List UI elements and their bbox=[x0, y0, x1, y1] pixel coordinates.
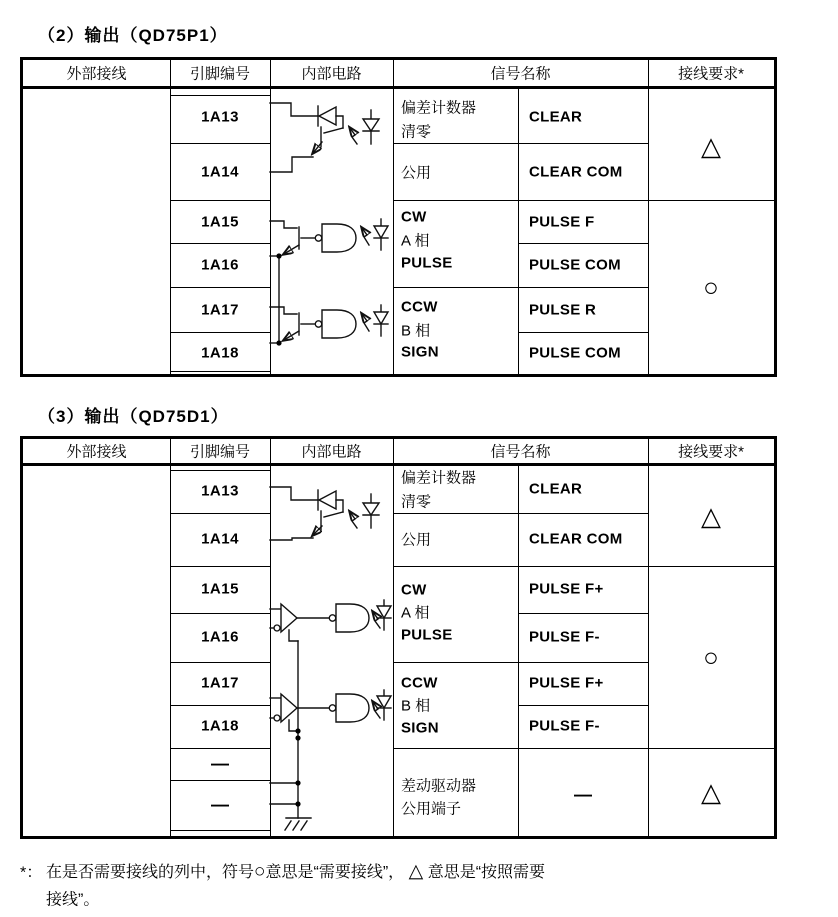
signal-name-en: CLEAR bbox=[529, 108, 583, 126]
grid-line bbox=[518, 613, 648, 614]
pin-number: 1A16 bbox=[201, 628, 239, 646]
grid-line bbox=[170, 60, 171, 374]
wiring-symbol-required: ○ bbox=[703, 642, 719, 672]
grid-line bbox=[648, 60, 649, 374]
grid-line bbox=[170, 143, 270, 144]
grid-line bbox=[23, 86, 774, 89]
differential-driver-circuit-cw bbox=[270, 600, 391, 641]
pin-number: 1A18 bbox=[201, 717, 239, 735]
grid-line bbox=[170, 200, 270, 201]
column-header-signal-name: 信号名称 bbox=[490, 443, 551, 461]
pin-number: 1A14 bbox=[201, 530, 239, 548]
signal-name-cn: 差动驱动器 bbox=[401, 777, 477, 795]
signal-name-en: PULSE F+ bbox=[529, 674, 604, 692]
signal-name-cn: PULSE bbox=[401, 254, 453, 272]
output-table-qd75d1 bbox=[20, 436, 777, 839]
grid-line bbox=[170, 243, 270, 244]
wiring-symbol-as-needed: △ bbox=[701, 131, 721, 161]
ground-symbol bbox=[285, 818, 311, 830]
column-header-external-wiring: 外部接线 bbox=[66, 65, 127, 83]
signal-name-cn: SIGN bbox=[401, 343, 439, 361]
column-header-internal-circuit: 内部电路 bbox=[301, 443, 362, 461]
grid-line bbox=[170, 287, 270, 288]
grid-line bbox=[393, 513, 648, 514]
pin-number-none: — bbox=[211, 753, 229, 774]
signal-name-en: PULSE COM bbox=[529, 344, 621, 362]
internal-circuit-diagram-qd75p1 bbox=[270, 91, 393, 374]
signal-name-cn: B 相 bbox=[401, 697, 431, 715]
signal-name-cn: CCW bbox=[401, 674, 438, 692]
signal-name-en: CLEAR COM bbox=[529, 530, 623, 548]
column-header-external-wiring: 外部接线 bbox=[66, 443, 127, 461]
grid-line bbox=[393, 439, 394, 836]
pin-number: 1A17 bbox=[201, 301, 239, 318]
pin-number: 1A13 bbox=[201, 482, 239, 500]
footnote-line1 bbox=[46, 859, 545, 883]
section-title-qd75p1: （2）输出（QD75P1） bbox=[38, 26, 228, 45]
signal-name-en: PULSE F- bbox=[529, 628, 600, 646]
section-title-qd75d1: （3）输出（QD75D1） bbox=[38, 407, 229, 426]
signal-name-cn: 公用 bbox=[401, 164, 432, 181]
grid-line bbox=[393, 200, 648, 201]
signal-name-none: — bbox=[574, 784, 592, 805]
grid-line bbox=[518, 332, 648, 333]
pin-number: 1A13 bbox=[201, 108, 239, 126]
grid-line bbox=[393, 662, 648, 663]
signal-name-cn: 公用端子 bbox=[401, 800, 462, 818]
clear-optocoupler-circuit bbox=[270, 487, 379, 540]
grid-line bbox=[518, 86, 519, 374]
signal-name-en: PULSE F+ bbox=[529, 580, 604, 598]
footnote-line2: 接线”。 bbox=[46, 891, 100, 909]
grid-line bbox=[170, 613, 270, 614]
pin-number: 1A15 bbox=[201, 580, 239, 598]
grid-line bbox=[170, 95, 270, 96]
circle-symbol: ○ bbox=[254, 861, 266, 882]
signal-name-cn: 清零 bbox=[401, 123, 432, 141]
grid-line bbox=[170, 566, 270, 567]
footnote-text: 意思是“需要接线”， bbox=[265, 864, 405, 881]
triangle-symbol: △ bbox=[408, 861, 424, 882]
column-header-wiring-requirement: 接线要求* bbox=[678, 65, 744, 83]
signal-name-cn: A 相 bbox=[401, 232, 430, 250]
grid-line bbox=[393, 566, 648, 567]
signal-name-cn: PULSE bbox=[401, 626, 453, 644]
grid-line bbox=[170, 371, 270, 372]
signal-name-cn: B 相 bbox=[401, 322, 431, 340]
pin-number-none: — bbox=[211, 794, 229, 815]
signal-name-en: PULSE F bbox=[529, 213, 595, 230]
grid-line bbox=[170, 470, 270, 471]
column-header-pin-number: 引脚编号 bbox=[189, 443, 251, 461]
signal-name-en: PULSE COM bbox=[529, 256, 621, 274]
grid-line bbox=[170, 780, 270, 781]
pin-number: 1A17 bbox=[201, 674, 239, 692]
grid-line bbox=[393, 143, 648, 144]
signal-name-cn: 公用 bbox=[401, 531, 432, 549]
column-header-wiring-requirement: 接线要求* bbox=[678, 443, 744, 461]
pin-number: 1A18 bbox=[201, 344, 239, 362]
wiring-symbol-required: ○ bbox=[703, 272, 719, 302]
signal-name-cn: 偏差计数器 bbox=[401, 469, 477, 487]
pin-number: 1A16 bbox=[201, 256, 239, 274]
signal-name-cn: CW bbox=[401, 208, 427, 226]
wiring-symbol-as-needed: △ bbox=[701, 777, 721, 807]
signal-name-en: PULSE F- bbox=[529, 717, 600, 735]
footnote-marker: *： bbox=[20, 864, 43, 882]
signal-name-cn: A 相 bbox=[401, 604, 430, 622]
grid-line bbox=[170, 439, 171, 836]
differential-driver-circuit-ccw bbox=[270, 690, 391, 731]
clear-optocoupler-circuit bbox=[270, 103, 379, 172]
grid-line bbox=[393, 287, 648, 288]
signal-name-en: CLEAR bbox=[529, 480, 583, 498]
grid-line bbox=[648, 566, 774, 567]
grid-line bbox=[648, 200, 774, 201]
grid-line bbox=[170, 332, 270, 333]
pulse-output-circuit-ccw bbox=[270, 305, 388, 340]
pulse-output-circuit-cw bbox=[270, 219, 388, 254]
wiring-symbol-as-needed: △ bbox=[701, 501, 721, 531]
column-header-signal-name: 信号名称 bbox=[490, 65, 551, 83]
grid-line bbox=[23, 463, 774, 466]
grid-line bbox=[518, 463, 519, 836]
driver-common-and-ground bbox=[270, 641, 311, 830]
column-header-pin-number: 引脚编号 bbox=[189, 65, 251, 83]
grid-line bbox=[393, 60, 394, 374]
column-header-internal-circuit: 内部电路 bbox=[301, 65, 362, 83]
grid-line bbox=[170, 705, 270, 706]
footnote-text: 意思是“按照需要 bbox=[427, 864, 546, 881]
signal-name-cn: CCW bbox=[401, 298, 438, 316]
grid-line bbox=[393, 748, 648, 749]
pin-number: 1A14 bbox=[201, 163, 239, 180]
signal-name-cn: CW bbox=[401, 581, 427, 599]
signal-name-cn: 清零 bbox=[401, 493, 432, 511]
common-line bbox=[270, 253, 282, 345]
grid-line bbox=[648, 748, 774, 749]
pin-number: 1A15 bbox=[201, 213, 239, 230]
footnote-text: 在是否需要接线的列中，符号 bbox=[46, 864, 255, 881]
output-table-qd75p1 bbox=[20, 57, 777, 377]
internal-circuit-diagram-qd75d1 bbox=[270, 466, 393, 836]
signal-name-en: CLEAR COM bbox=[529, 163, 623, 180]
grid-line bbox=[170, 662, 270, 663]
grid-line bbox=[170, 748, 270, 749]
signal-name-cn: SIGN bbox=[401, 719, 439, 737]
grid-line bbox=[648, 439, 649, 836]
signal-name-cn: 偏差计数器 bbox=[401, 99, 477, 117]
grid-line bbox=[518, 243, 648, 244]
grid-line bbox=[170, 513, 270, 514]
signal-name-en: PULSE R bbox=[529, 301, 597, 318]
grid-line bbox=[518, 705, 648, 706]
grid-line bbox=[170, 830, 270, 831]
